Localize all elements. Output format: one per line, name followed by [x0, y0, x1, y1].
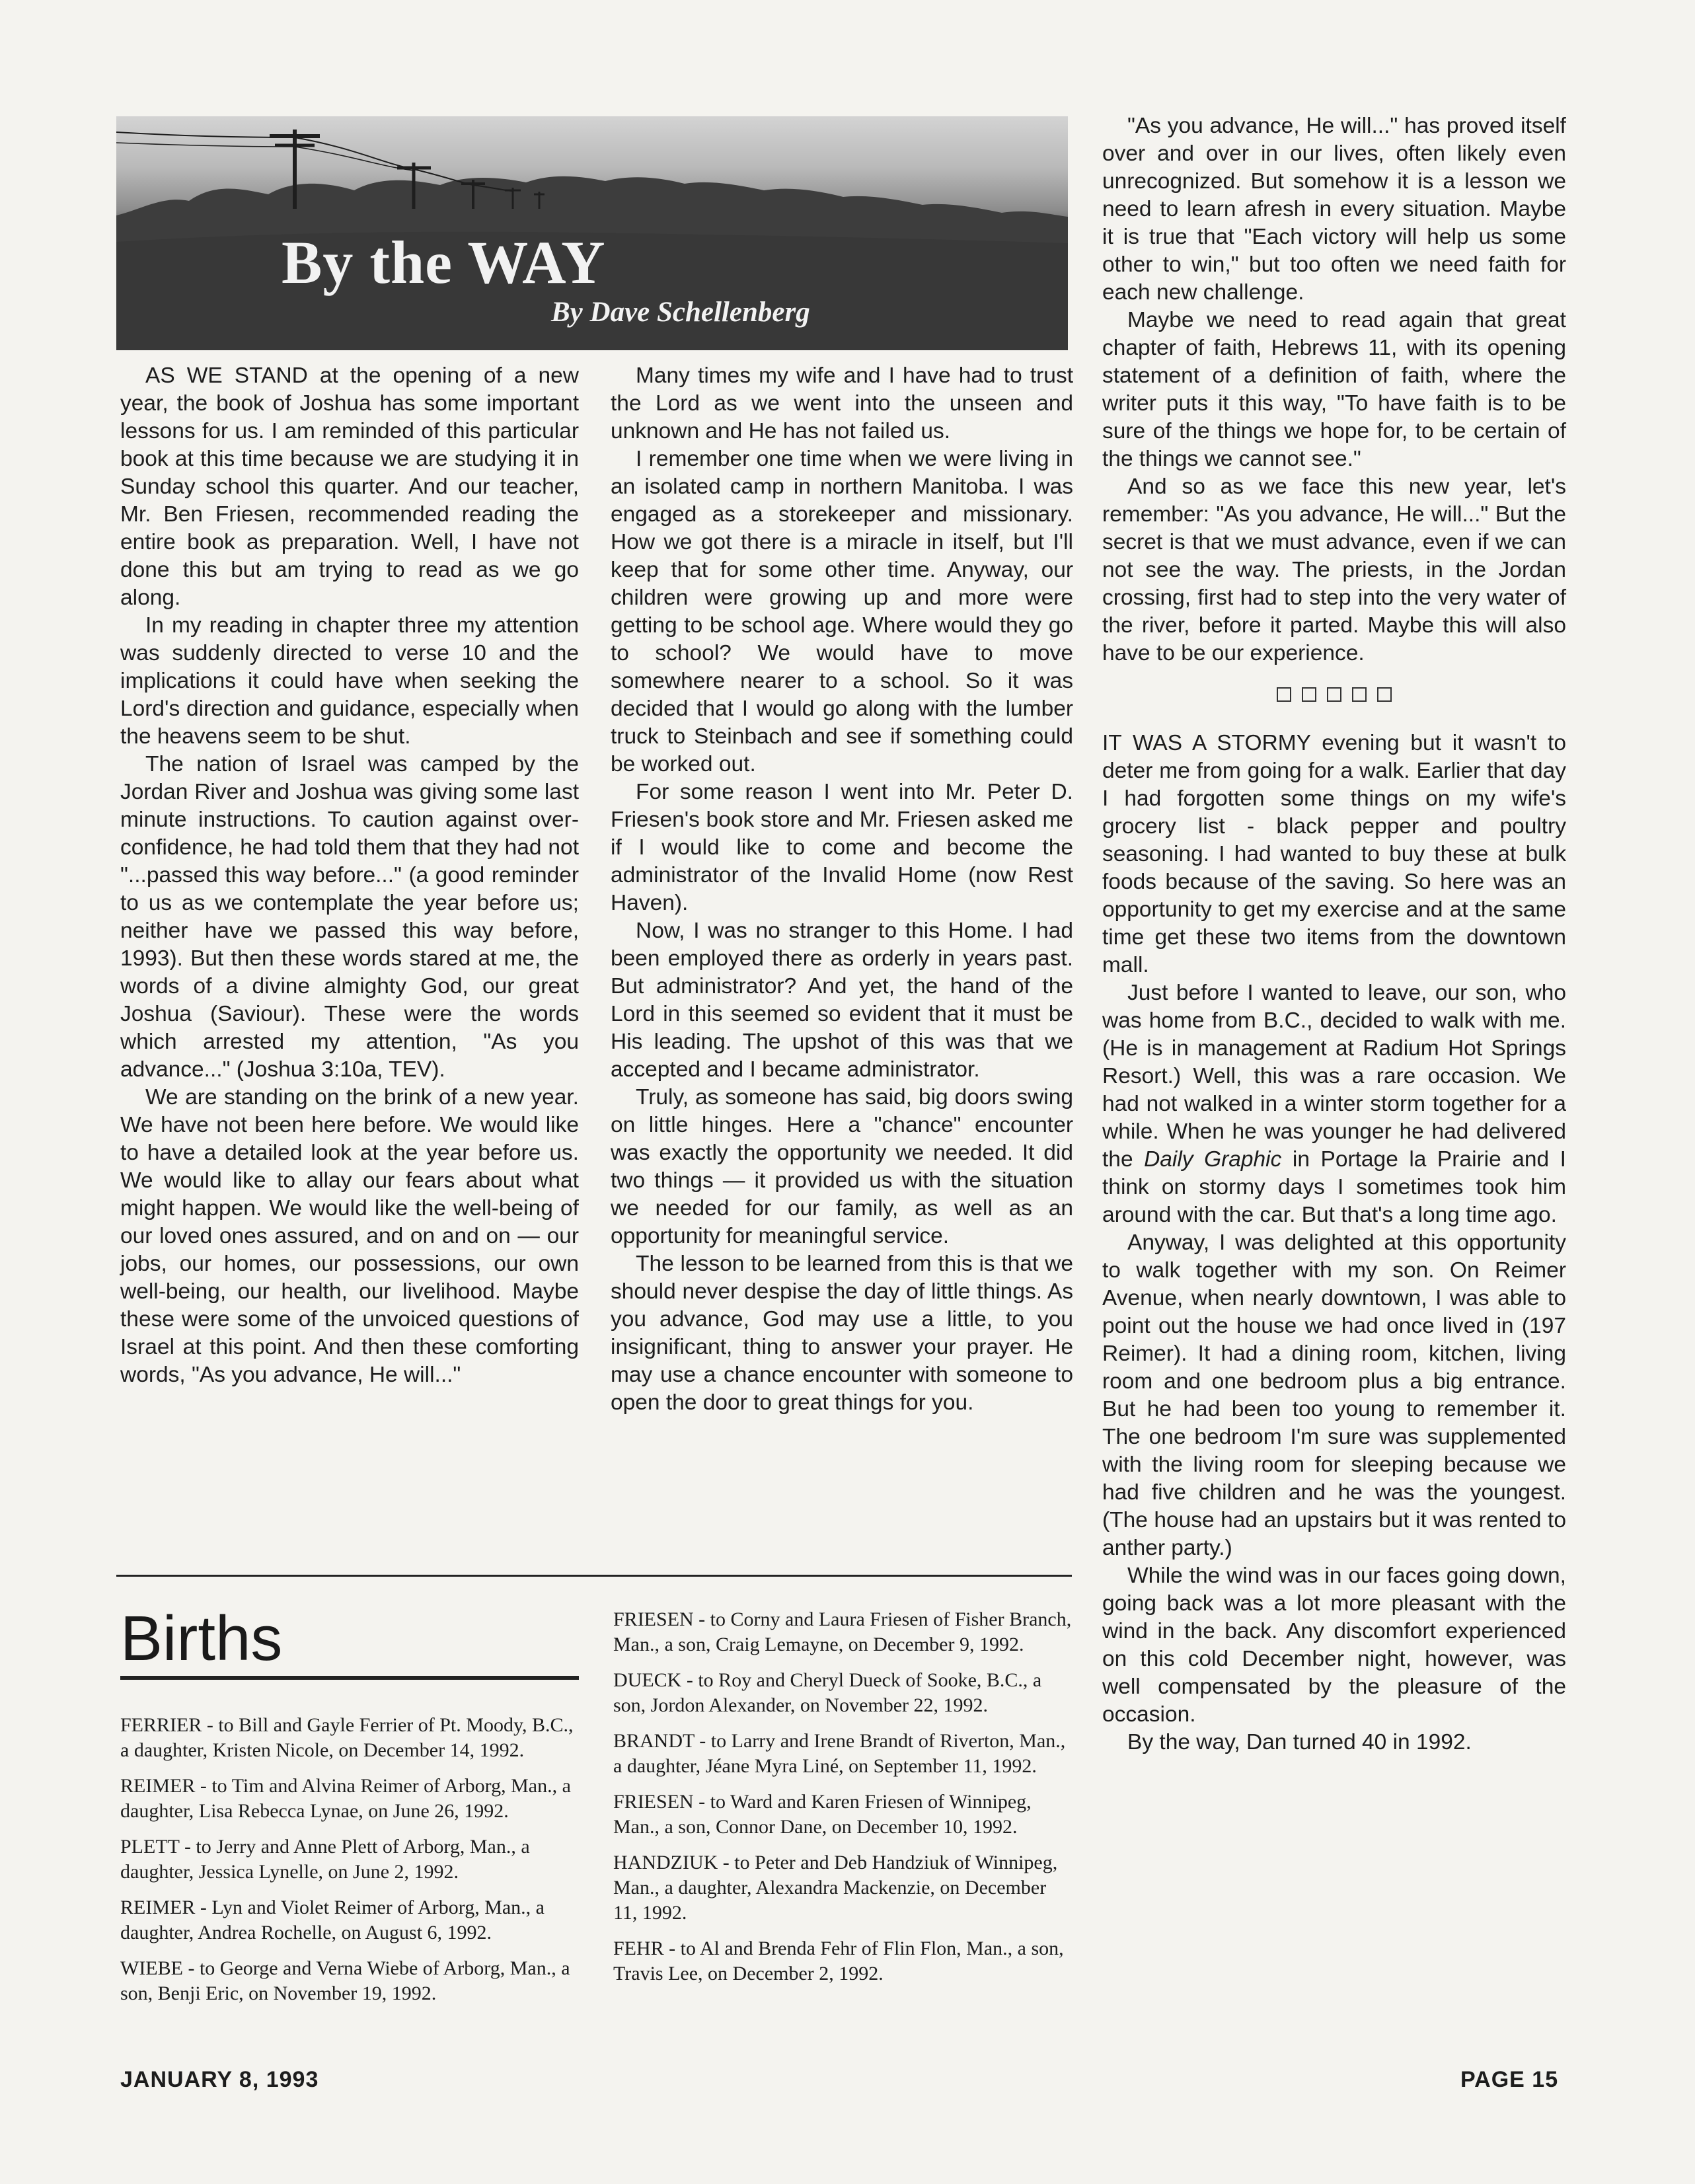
paragraph: "As you advance, He will..." has proved itself over and over in our lives, often likely even unrecognized. But somehow it is a lesson we need to learn afresh in every situation. Maybe it is true that "Each victory will help us some other to win," but too often we need faith for each new challenge. [1102, 114, 1566, 305]
paragraph: The nation of Israel was camped by the Jordan River and Joshua was giving some last minute instructions. To caution against over-confidence, he had told them that they had not "...passed this way before..." (a good reminder to us as we contemplate the year before us; neither have we passed this way before, 1993). But then these words stared at me, the words of a divine almighty God, our great Joshua (Saviour). These were the words which arrested my attention, "As you advance..." (Joshua 3:10a, TEV). [120, 752, 579, 1082]
column-banner [116, 116, 1068, 350]
text-run: Just before I wanted to leave, our son, who was home from B.C., decided to walk with me. (He is in management at Radium Hot Springs Resort.) Well, this was a rare occasion. We had not walked in a winter storm together for a while. When he was younger he had delivered the [1102, 981, 1566, 1172]
paragraph: Maybe we need to read again that great chapter of faith, Hebrews 11, with its opening statement of a definition of faith, where the writer puts it this way, "To have faith is to be sure of the things we hope for, to be certain of the things we cannot see." [1102, 308, 1566, 471]
birth-announcement: BRANDT - to Larry and Irene Brandt of Riverton, Man., a daughter, Jéane Myra Liné, on September 11, 1992. [613, 1730, 1066, 1777]
issue-date: JANUARY 8, 1993 [120, 2067, 319, 2092]
text-run: in Portage la Prairie and I think on stormy days I sometimes took him around with the car. But that's a long time ago. [1102, 1147, 1566, 1227]
paragraph: I remember one time when we were living in an isolated camp in northern Manitoba. I was engaged as a storekeeper and missionary. How we got there is a miracle in itself, but I'll keep that for some other time. Anyway, our children were growing up and more were getting to be school age. Where would they go to school? We would have to move somewhere nearer to a school. So it was decided that I would go along with the lumber truck to Steinbach and see if something could be worked out. [611, 447, 1073, 776]
birth-announcement: DUECK - to Roy and Cheryl Dueck of Sooke, B.C., a son, Jordon Alexander, on November 22, 1992. [613, 1669, 1042, 1716]
birth-announcement: WIEBE - to George and Verna Wiebe of Arborg, Man., a son, Benji Eric, on November 19, 1992. [120, 1957, 570, 2004]
paragraph [1102, 979, 1566, 1229]
birth-announcement: HANDZIUK - to Peter and Deb Handziuk of Winnipeg, Man., a daughter, Alexandra Mackenzie, on December 11, 1992. [613, 1852, 1058, 1924]
section-divider [116, 1575, 1072, 1577]
birth-announcement: PLETT - to Jerry and Anne Plett of Arborg, Man., a daughter, Jessica Lynelle, on June 2, 1992. [120, 1836, 530, 1883]
article-column-2 [611, 362, 1073, 1417]
paragraph: Anyway, I was delighted at this opportunity to walk together with my son. On Reimer Avenue, when nearly downtown, I was able to point out the house we had once lived in (197 Reimer). It had a dining room, kitchen, living room and one bedroom plus a big entrance. But he had been too young to remember it. The one bedroom I'm sure was supplemented with the living room for sleeping because we had five children and he was the youngest. (The house had an upstairs but it was rented to anther party.) [1102, 1230, 1566, 1560]
paragraph: We are standing on the brink of a new year. We have not been here before. We would like to have a detailed look at the year before us. We would like to allay our fears about what might happen. We would like the well-being of our loved ones assured, and on and on — our jobs, our homes, our possessions, our own well-being, our health, our livelihood. Maybe these were some of the unvoiced questions of Israel at this point. And then these comforting words, "As you advance, He will..." [120, 1085, 579, 1387]
separator-square-icon [1352, 687, 1367, 702]
separator-square-icon [1277, 687, 1291, 702]
paragraph: In my reading in chapter three my attention was suddenly directed to verse 10 and the implications it could have when seeking the Lord's direction and guidance, especially when the heavens seem to be shut. [120, 613, 579, 749]
births-list-left [120, 1713, 579, 2017]
birth-announcement: FRIESEN - to Corny and Laura Friesen of Fisher Branch, Man., a son, Craig Lemayne, on December 9, 1992. [613, 1608, 1072, 1655]
births-heading-rule [120, 1676, 579, 1680]
article-column-1 [120, 362, 579, 1389]
publication-name: Daily Graphic [1144, 1147, 1282, 1172]
paragraph: Now, I was no stranger to this Home. I had been employed there as orderly in years past. But administrator? And yet, the hand of the Lord in this seemed so evident that it must be His leading. The upshot of this was that we accepted and I became administrator. [611, 919, 1073, 1082]
paragraph: Truly, as someone has said, big doors swing on little hinges. Here a "chance" encounter was exactly the opportunity we needed. It did two things — it provided us with the situation we needed for our family, as well as an opportunity for meaningful service. [611, 1085, 1073, 1248]
paragraph: For some reason I went into Mr. Peter D. Friesen's book store and Mr. Friesen asked me if I would like to come and become the administrator of the Invalid Home (now Rest Haven). [611, 780, 1073, 915]
birth-announcement: REIMER - to Tim and Alvina Reimer of Arborg, Man., a daughter, Lisa Rebecca Lynae, on June 26, 1992. [120, 1775, 571, 1822]
paragraph: The lesson to be learned from this is that we should never despise the day of little things. As you advance, God may use a little, to you insignificant, thing to answer your prayer. He may use a chance encounter with someone to open the door to great things for you. [611, 1252, 1073, 1415]
column-byline: By Dave Schellenberg [551, 297, 810, 328]
birth-announcement: FERRIER - to Bill and Gayle Ferrier of Pt. Moody, B.C., a daughter, Kristen Nicole, on December 14, 1992. [120, 1714, 574, 1761]
separator-square-icon [1327, 687, 1341, 702]
separator-square-icon [1302, 687, 1316, 702]
paragraph: And so as we face this new year, let's remember: "As you advance, He will..." But the secret is that we must advance, even if we can not see the way. The priests, in the Jordan crossing, first had to step into the very water of the river, before it parted. Maybe this will also have to be our experience. [1102, 474, 1566, 665]
paragraph: AS WE STAND at the opening of a new year, the book of Joshua has some important lessons for us. I am reminded of this particular book at this time because we are studying it in Sunday school this quarter. And our teacher, Mr. Ben Friesen, recommended reading the entire book as preparation. Well, I have not done this but am trying to read as we go along. [120, 363, 579, 610]
paragraph: By the way, Dan turned 40 in 1992. [1127, 1730, 1472, 1754]
section-separator [1102, 687, 1566, 702]
births-heading: Births [120, 1603, 283, 1674]
article-column-3 [1102, 112, 1566, 1756]
births-list-right [613, 1607, 1074, 1997]
column-title: By the WAY [282, 229, 606, 296]
separator-square-icon [1377, 687, 1392, 702]
birth-announcement: FEHR - to Al and Brenda Fehr of Flin Flon, Man., a son, Travis Lee, on December 2, 1992. [613, 1938, 1064, 1984]
page-number: PAGE 15 [1460, 2067, 1559, 2092]
paragraph: IT WAS A STORMY evening but it wasn't to deter me from going for a walk. Earlier that day I had forgotten some things on my wife's grocery list - black pepper and poultry seasoning. I had wanted to buy these at bulk foods because of the saving. So here was an opportunity to get my exercise and at the same time get these two items from the downtown mall. [1102, 731, 1566, 977]
birth-announcement: REIMER - Lyn and Violet Reimer of Arborg, Man., a daughter, Andrea Rochelle, on August 6, 1992. [120, 1897, 545, 1943]
paragraph: While the wind was in our faces going down, going back was a lot more pleasant with the wind in the back. Any discomfort experienced on this cold December night, however, was well compensated by the pleasure of the occasion. [1102, 1563, 1566, 1727]
birth-announcement: FRIESEN - to Ward and Karen Friesen of Winnipeg, Man., a son, Connor Dane, on December 10, 1992. [613, 1791, 1032, 1838]
paragraph: Many times my wife and I have had to trust the Lord as we went into the unseen and unknown and He has not failed us. [611, 363, 1073, 443]
